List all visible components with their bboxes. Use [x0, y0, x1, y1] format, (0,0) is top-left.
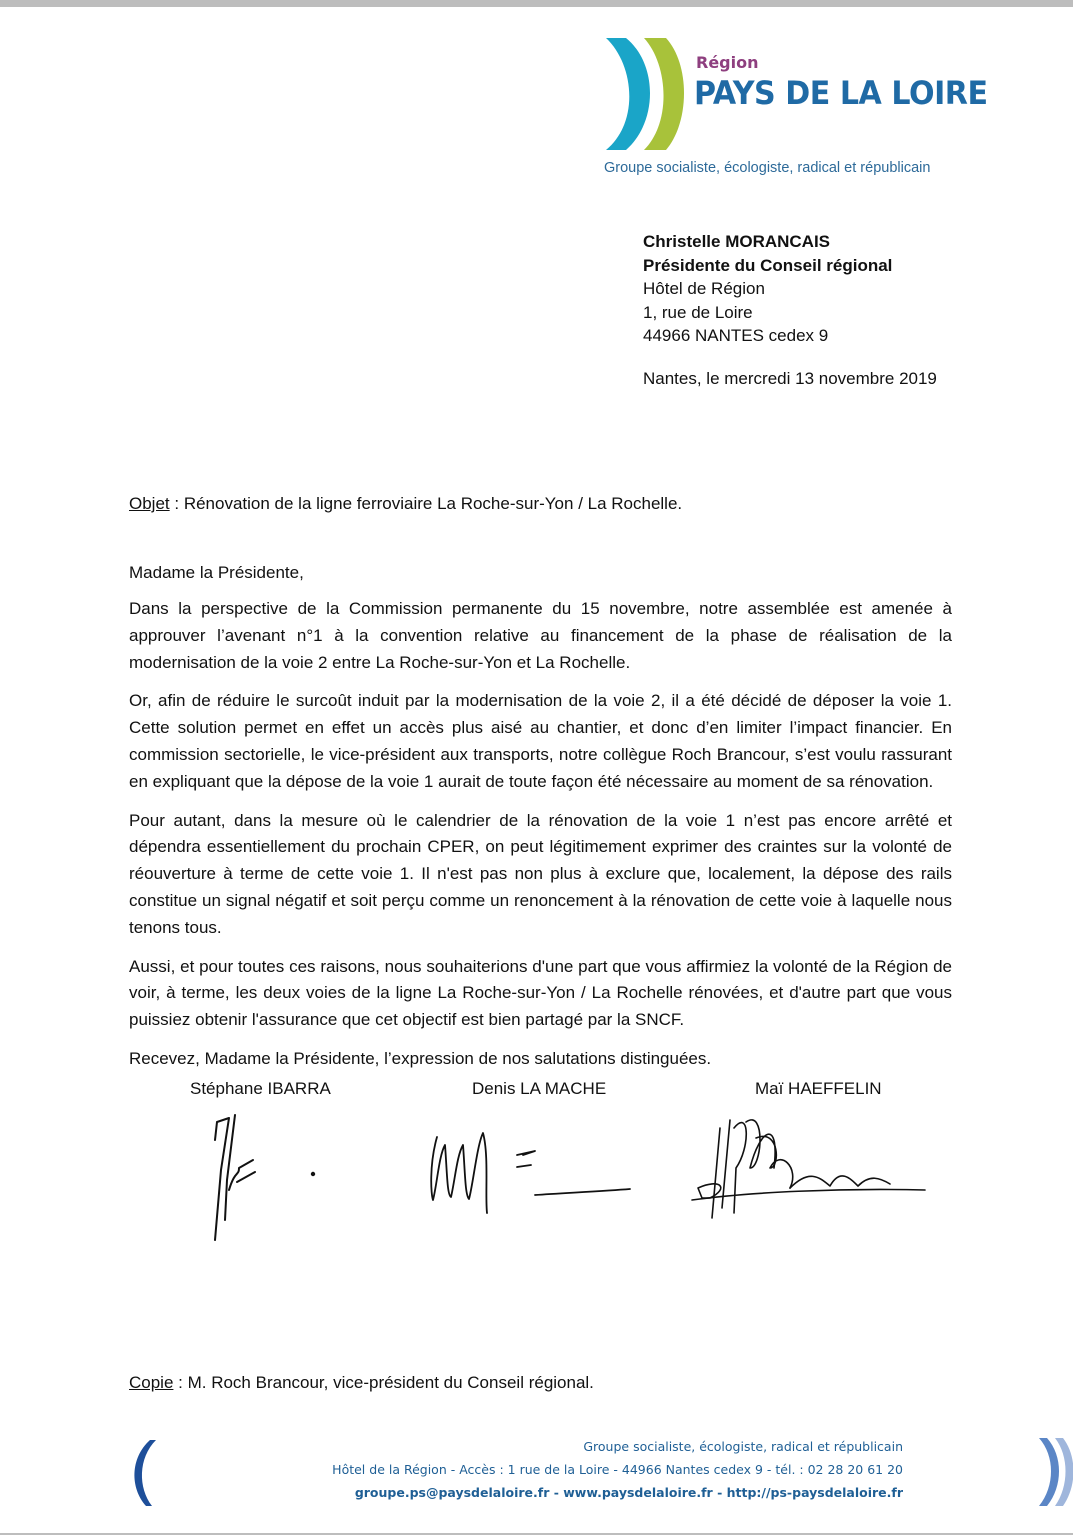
- footer-group-name: Groupe socialiste, écologiste, radical et républicain: [583, 1439, 903, 1454]
- recipient-address-line: Hôtel de Région: [643, 279, 765, 298]
- signature-la-mache: [431, 1133, 630, 1213]
- signature-haeffelin: [692, 1120, 925, 1218]
- recipient-title: Présidente du Conseil régional: [643, 255, 893, 275]
- recipient-name: Christelle MORANCAIS: [643, 232, 831, 251]
- copy-separator: :: [173, 1373, 188, 1392]
- subject-separator: :: [169, 494, 184, 513]
- closing-paragraph: Recevez, Madame la Présidente, l’expression de nos salutations distinguées.: [129, 1048, 712, 1068]
- subject-text: Rénovation de la ligne ferroviaire La Roche-sur-Yon / La Rochelle.: [183, 494, 683, 513]
- footer-links: groupe.ps@paysdelaloire.fr - www.paysdelaloire.fr - http://ps-paysdelaloire.fr: [354, 1485, 903, 1500]
- salutation: Madame la Présidente,: [129, 563, 304, 582]
- top-edge-strip: [0, 0, 1073, 7]
- subject-label: Objet: [129, 494, 170, 513]
- recipient-address-line: 1, rue de Loire: [643, 302, 753, 322]
- letter-body: [129, 596, 952, 1085]
- signatory-name: Stéphane IBARRA: [190, 1079, 331, 1098]
- copy-line: [129, 1373, 594, 1393]
- logo-region-label: Région: [696, 53, 759, 72]
- body-paragraph: Or, afin de réduire le surcoût induit par la modernisation de la voie 2, il a été décidé de déposer la voie 1. Cette solution permet en effet un accès plus aisé au chantier, et donc d’en limiter l’impact financier. En commission sectorielle, le vice-président aux transports, notre collègue Roch Brancour, s’est voulu rassurant en expliquant que la dépose de la voie 1 aurait de toute façon été nécessaire au moment de sa rénovation.: [129, 691, 952, 791]
- logo-arcs-icon: [600, 34, 690, 154]
- recipient-block: [643, 230, 892, 348]
- date-line: Nantes, le mercredi 13 novembre 2019: [643, 369, 937, 388]
- recipient-address-line: 44966 NANTES cedex 9: [643, 326, 829, 345]
- copy-text: M. Roch Brancour, vice-président du Conseil régional.: [187, 1373, 594, 1392]
- footer-address: Hôtel de la Région - Accès : 1 rue de la Loire - 44966 Nantes cedex 9 - tél. : 02 28 20 61 20: [332, 1462, 903, 1477]
- subject-line: [129, 494, 682, 514]
- body-paragraph: Dans la perspective de la Commission permanente du 15 novembre, notre assemblée est amenée à approuver l’avenant n°1 à la convention relative au financement de la phase de réalisation de la modernisation de la voie 2 entre La Roche-sur-Yon et La Rochelle.: [129, 599, 952, 672]
- body-paragraph: Aussi, et pour toutes ces raisons, nous souhaiterions d'une part que vous affirmiez la volonté de la Région de voir, à terme, les deux voies de la ligne La Roche-sur-Yon / La Rochelle rénovées, et d'autre part que vous puissiez obtenir l'assurance que cet objectif est bien partagé par la SNCF.: [129, 956, 952, 1030]
- logo-title: PAYS DE LA LOIRE: [694, 74, 988, 112]
- region-logo: [600, 34, 1020, 154]
- copy-label: Copie: [129, 1373, 174, 1392]
- group-tagline: Groupe socialiste, écologiste, radical et républicain: [604, 160, 931, 176]
- footer-right-bracket-icon: [1035, 1436, 1073, 1508]
- signature-ibarra: [195, 1110, 335, 1250]
- signatory-name: Denis LA MACHE: [472, 1079, 607, 1098]
- bottom-edge-line: [0, 1533, 1073, 1535]
- footer-left-bracket-icon: [128, 1438, 158, 1508]
- signatory-name: Maï HAEFFELIN: [755, 1079, 882, 1098]
- body-paragraph: Pour autant, dans la mesure où le calendrier de la rénovation de la voie 1 n’est pas encore arrêté et dépendra essentiellement du prochain CPER, on peut légitimement exprimer des craintes sur la volonté de réouverture à terme de cette voie 1. Il n'est pas non plus à exclure que, localement, la dépose des rails constitue un signal négatif et soit perçu comme un renoncement à la rénovation de cette voie à laquelle nous tenons tous.: [129, 810, 952, 937]
- footer-contact: [332, 1435, 903, 1504]
